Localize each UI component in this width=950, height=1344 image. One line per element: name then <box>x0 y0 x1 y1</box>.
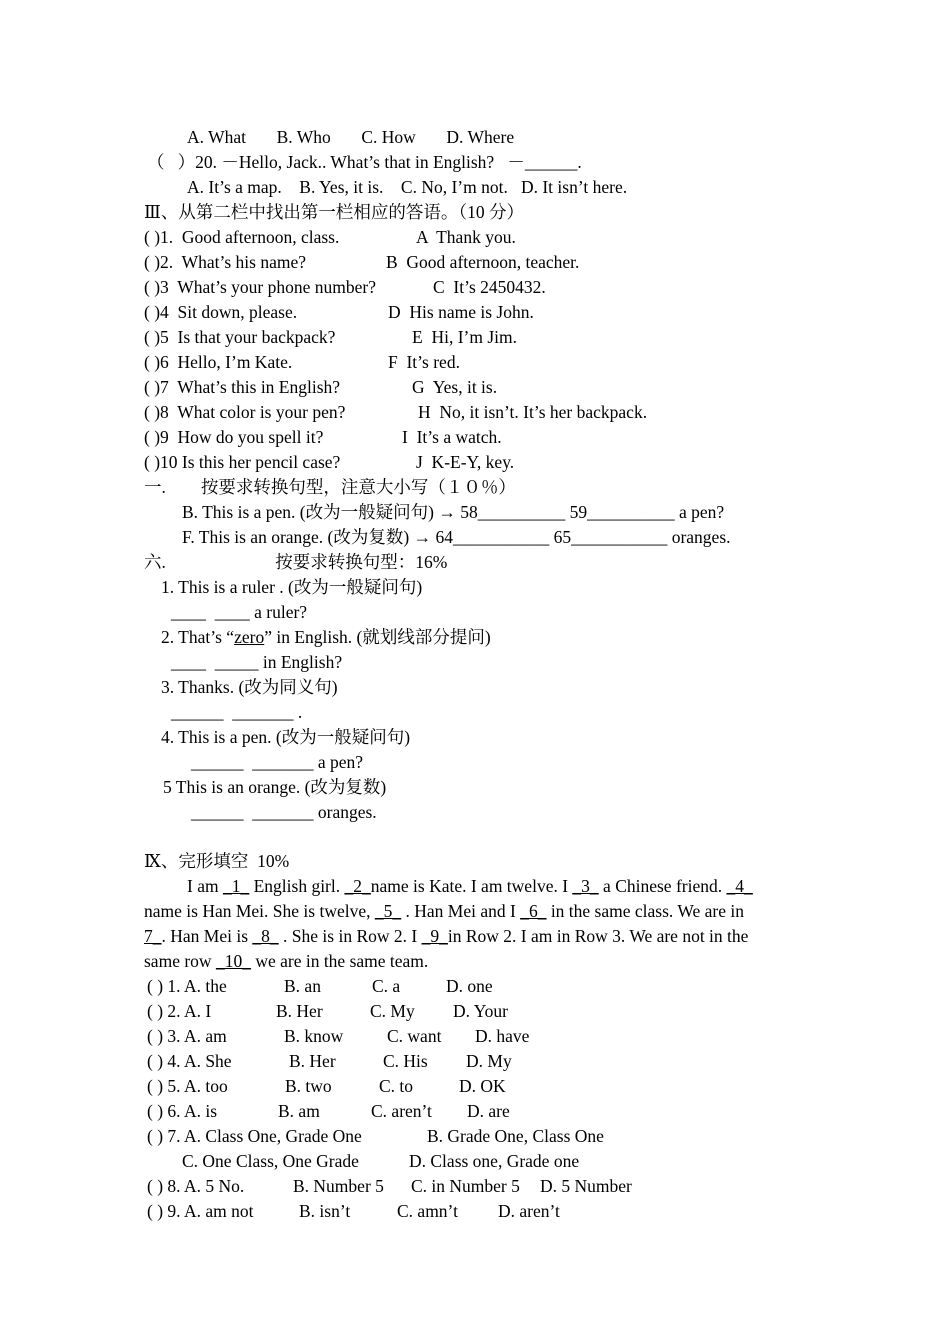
passage-text: English girl. <box>249 876 345 896</box>
blank-number: _6_ <box>520 901 547 921</box>
cloze-option: B. am <box>278 1101 320 1121</box>
cloze-option: C. in Number 5 <box>411 1176 520 1196</box>
match-question: ( )3 What’s your phone number? <box>144 277 376 297</box>
section9-title: Ⅸ、完形填空 10% <box>144 851 290 871</box>
blank-number: _1_ <box>222 876 250 896</box>
cloze-option: B. Number 5 <box>293 1176 384 1196</box>
match-question: ( )8 What color is your pen? <box>144 402 346 422</box>
match-question: ( )5 Is that your backpack? <box>144 327 336 347</box>
section6-title: 六. 按要求转换句型：16% <box>144 552 448 572</box>
cloze-question-option-a: ( ) 1. A. the <box>147 976 227 996</box>
match-answer: E Hi, I’m Jim. <box>412 327 517 347</box>
cloze-option: B. an <box>284 976 321 996</box>
passage-text: I am <box>187 876 223 896</box>
q19-options: A. What B. Who C. How D. Where <box>187 127 515 147</box>
rewrite-question: 1. This is a ruler . (改为一般疑问句) <box>161 577 423 597</box>
rewrite-question: 2. That’s “zero” in English. (就划线部分提问) <box>161 627 491 647</box>
transform-line: F. This is an orange. (改为复数) → 64___________ 65___________ oranges. <box>182 527 731 547</box>
passage-text: . Han Mei is <box>161 926 253 946</box>
cloze-option: D. have <box>475 1026 530 1046</box>
match-question: ( )4 Sit down, please. <box>144 302 298 322</box>
cloze-option: C. His <box>383 1051 428 1071</box>
blank-number: _2_ <box>344 876 371 896</box>
match-answer: J K-E-Y, key. <box>416 452 515 472</box>
cloze-option: D. My <box>466 1051 512 1071</box>
cloze-option: C. amn’t <box>397 1201 458 1221</box>
passage-line <box>144 949 428 974</box>
match-answer: D His name is John. <box>388 302 534 322</box>
cloze-question-option-a: ( ) 9. A. am not <box>147 1201 254 1221</box>
match-answer: F It’s red. <box>388 352 460 372</box>
passage-text: . She is in Row 2. I <box>278 926 422 946</box>
match-question: ( )9 How do you spell it? <box>144 427 324 447</box>
cloze-option: C. a <box>372 976 401 996</box>
cloze-question-option-a: ( ) 7. A. Class One, Grade One <box>147 1126 362 1146</box>
rewrite-answer: ______ _______ . <box>171 702 303 722</box>
match-question: ( )10 Is this her pencil case? <box>144 452 341 472</box>
section3-title: Ⅲ、从第二栏中找出第一栏相应的答语。（10 分） <box>144 202 524 222</box>
cloze-question-option-a: ( ) 2. A. I <box>147 1001 212 1021</box>
cloze-question-option-a: ( ) 6. A. is <box>147 1101 217 1121</box>
rewrite-answer: ______ _______ a pen? <box>191 752 364 772</box>
cloze-question-option-a: ( ) 5. A. too <box>147 1076 228 1096</box>
cloze-option: C. One Class, One Grade <box>182 1151 359 1171</box>
match-question: ( )1. Good afternoon, class. <box>144 227 340 247</box>
passage-text: in Row 2. I am in Row 3. We are not in the <box>447 926 749 946</box>
passage-text: we are in the same team. <box>250 951 429 971</box>
passage-line <box>144 924 748 949</box>
rewrite-answer: ____ ____ a ruler? <box>171 602 308 622</box>
cloze-option: D. 5 Number <box>540 1176 632 1196</box>
cloze-option: B. isn’t <box>299 1201 351 1221</box>
blank-number: _8_ <box>252 926 279 946</box>
section-a-title: 一. 按要求转换句型，注意大小写（１０％） <box>144 477 516 497</box>
cloze-option: C. aren’t <box>371 1101 432 1121</box>
cloze-option: B. two <box>285 1076 332 1096</box>
match-question: ( )7 What’s this in English? <box>144 377 341 397</box>
cloze-option: B. Her <box>276 1001 323 1021</box>
passage-line <box>144 899 744 924</box>
cloze-option: B. Her <box>289 1051 336 1071</box>
match-answer: I It’s a watch. <box>402 427 502 447</box>
cloze-option: C. want <box>387 1026 442 1046</box>
passage-text: . Han Mei and I <box>401 901 521 921</box>
cloze-option: D. aren’t <box>498 1201 560 1221</box>
rewrite-answer: ______ _______ oranges. <box>191 802 377 822</box>
blank-number: _3_ <box>572 876 599 896</box>
passage-text: name is Han Mei. She is twelve, <box>144 901 375 921</box>
passage-text: a Chinese friend. <box>598 876 727 896</box>
cloze-option: D. are <box>467 1101 510 1121</box>
cloze-option: D. Class one, Grade one <box>409 1151 580 1171</box>
cloze-option: C. My <box>370 1001 415 1021</box>
match-question: ( )2. What’s his name? <box>144 252 306 272</box>
cloze-option: D. Your <box>453 1001 508 1021</box>
cloze-option: D. one <box>446 976 493 996</box>
cloze-option: B. know <box>284 1026 344 1046</box>
passage-text: same row <box>144 951 216 971</box>
match-answer: H No, it isn’t. It’s her backpack. <box>418 402 648 422</box>
blank-number: 7_ <box>144 926 162 946</box>
transform-line: B. This is a pen. (改为一般疑问句) → 58__________ 59__________ a pen? <box>182 502 725 522</box>
rewrite-question: 4. This is a pen. (改为一般疑问句) <box>161 727 411 747</box>
q20-options: A. It’s a map. B. Yes, it is. C. No, I’m not. D. It isn’t here. <box>187 177 628 197</box>
match-answer: G Yes, it is. <box>412 377 498 397</box>
cloze-option: C. to <box>379 1076 414 1096</box>
passage-line <box>187 874 753 899</box>
blank-number: _9_ <box>421 926 448 946</box>
match-answer: C It’s 2450432. <box>433 277 546 297</box>
rewrite-answer: ____ _____ in English? <box>171 652 343 672</box>
match-question: ( )6 Hello, I’m Kate. <box>144 352 293 372</box>
rewrite-question: 5 This is an orange. (改为复数) <box>163 777 387 797</box>
blank-number: _5_ <box>374 901 402 921</box>
match-answer: A Thank you. <box>416 227 516 247</box>
passage-text: in the same class. We are in <box>546 901 744 921</box>
rewrite-question: 3. Thanks. (改为同义句) <box>161 677 338 697</box>
blank-number: _10_ <box>215 951 251 971</box>
blank-number: _4_ <box>726 876 753 896</box>
q20-question: （ ）20. －Hello, Jack.. What’s that in English? －______. <box>147 152 582 172</box>
cloze-option: B. Grade One, Class One <box>427 1126 604 1146</box>
match-answer: B Good afternoon, teacher. <box>386 252 580 272</box>
cloze-question-option-a: ( ) 4. A. She <box>147 1051 232 1071</box>
cloze-question-option-a: ( ) 3. A. am <box>147 1026 227 1046</box>
cloze-option: D. OK <box>459 1076 506 1096</box>
passage-text: name is Kate. I am twelve. I <box>370 876 573 896</box>
cloze-question-option-a: ( ) 8. A. 5 No. <box>147 1176 245 1196</box>
